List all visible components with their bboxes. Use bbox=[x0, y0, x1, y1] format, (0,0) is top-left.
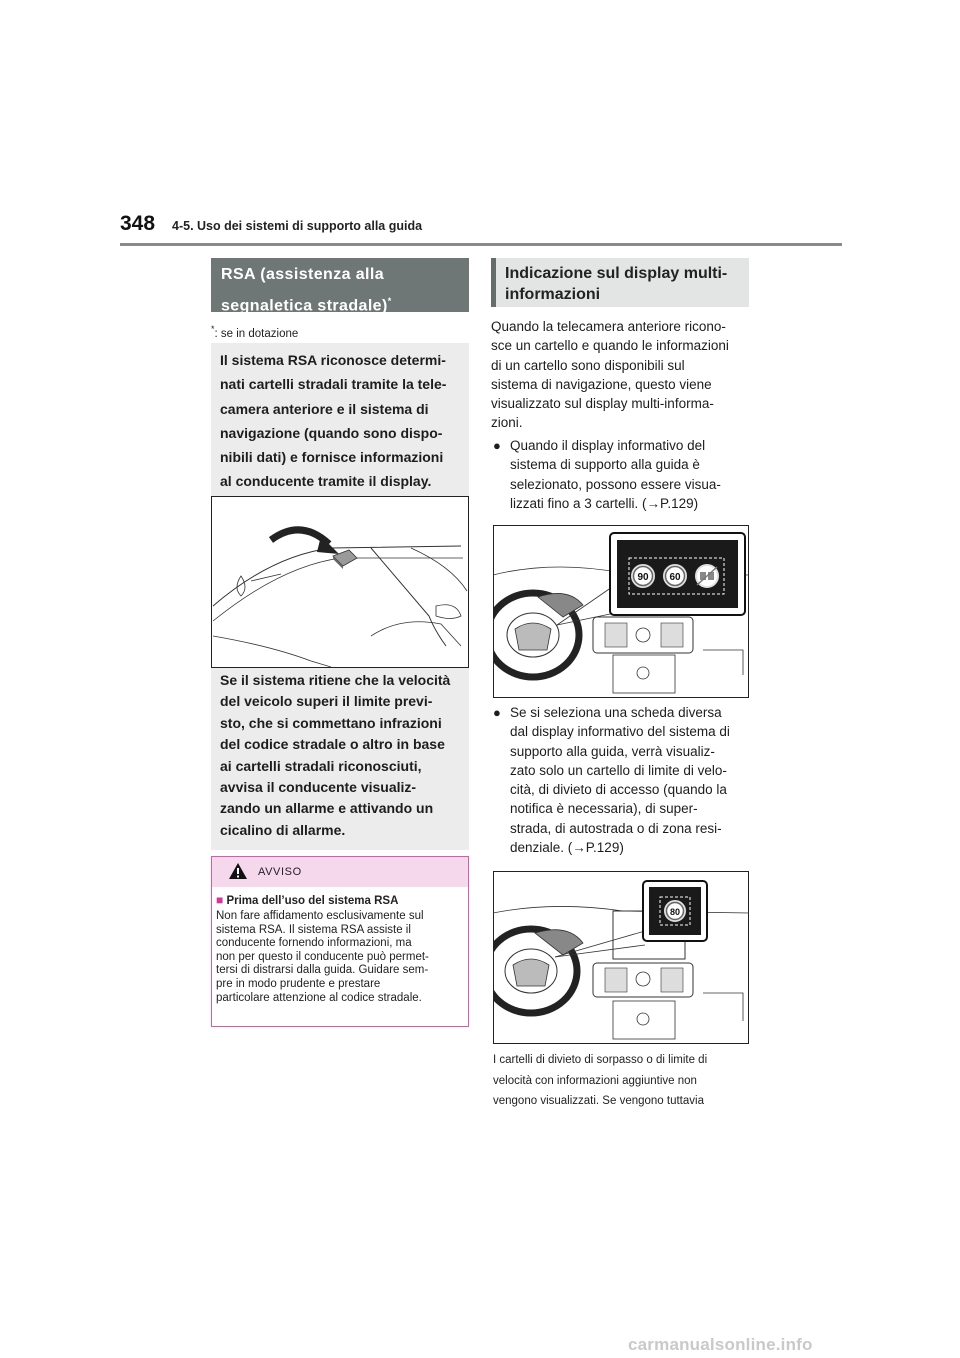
speed-limit-sign-90: 90 bbox=[637, 572, 649, 583]
speed-limit-sign-60: 60 bbox=[669, 572, 681, 583]
note-text: I cartelli di divieto di sorpasso o di limite di velocità con informazioni aggiuntive non vengono visualizzati. Se vengono tuttavia bbox=[493, 1054, 708, 1107]
watermark: carmanualsonline.info bbox=[628, 1335, 813, 1354]
chapter-title: 4-5. Uso dei sistemi di supporto alla guida bbox=[172, 219, 423, 233]
availability-footnote: *: se in dotazione bbox=[211, 324, 299, 340]
avviso-body: Non fare affidamento esclusivamente sul sistema RSA. Il sistema RSA assiste il conducente fornendo informazioni, ma non per questo il conducente può permet- tersi di distrarsi dalla guida. Guidare sem- pre in modo prudente e prestare particolare attenzione al codice stradale. bbox=[216, 910, 429, 1004]
avviso-subtitle: ■ Prima dell’uso del sistema RSA bbox=[216, 893, 399, 907]
section-title-line-2: segnaletica stradale)* bbox=[221, 296, 392, 315]
warning-description: Se il sistema ritiene che la velocità del veicolo superi il limite previ- sto, che si commettano infrazioni del codice stradale o altro in base ai cartelli stradali riconosciuti, avvisa il conducente visualiz- zando un allarme e attivando un cicalino di allarme. bbox=[220, 672, 451, 838]
section-heading-rsa bbox=[211, 258, 469, 315]
bullet-item-single-sign: ● Se si seleziona una scheda diversa dal display informativo del sistema di supporto alla guida, verrà visualiz- zato solo un cartello di limite di velo- cità, di divieto di accesso (quando la notifica è necessaria), di super- strada, di autostrada o di zona resi- denziale. (→P.129) bbox=[493, 705, 730, 856]
section-title-line-1: RSA (assistenza alla bbox=[221, 266, 385, 283]
windshield-camera-illustration bbox=[211, 496, 469, 668]
footnote-marker: * bbox=[387, 296, 392, 306]
bullet-icon: ● bbox=[493, 438, 501, 453]
section-heading-display: Indicazione sul display multi- informazioni bbox=[491, 258, 749, 307]
page-number: 348 bbox=[120, 212, 156, 235]
speed-limit-sign-80: 80 bbox=[669, 907, 681, 917]
header-divider bbox=[120, 243, 842, 246]
bullet-icon: ● bbox=[493, 705, 501, 720]
avviso-header bbox=[212, 857, 468, 887]
bullet-item-three-signs: ● Quando il display informativo del sistema di supporto alla guida è selezionato, possono essere visua- lizzati fino a 3 cartelli. (→P.129) bbox=[493, 438, 721, 511]
intro-text: Il sistema RSA riconosce determi- nati cartelli stradali tramite la tele- camera anteriore e il sistema di navigazione (quando sono dispo- nibili dati) e fornisce informazioni al conducente tramite il display. bbox=[220, 352, 447, 490]
warning-triangle-icon bbox=[228, 862, 248, 880]
dashboard-three-signs-illustration bbox=[493, 525, 749, 698]
display-paragraph: Quando la telecamera anteriore ricono- sce un cartello e quando le informazioni di un cartello sono disponibili sul sistema di navigazione, questo viene visualizzato sul display multi-informa- zioni. bbox=[491, 319, 729, 431]
avviso-title: AVVISO bbox=[258, 866, 302, 878]
dashboard-single-sign-illustration bbox=[493, 871, 749, 1044]
